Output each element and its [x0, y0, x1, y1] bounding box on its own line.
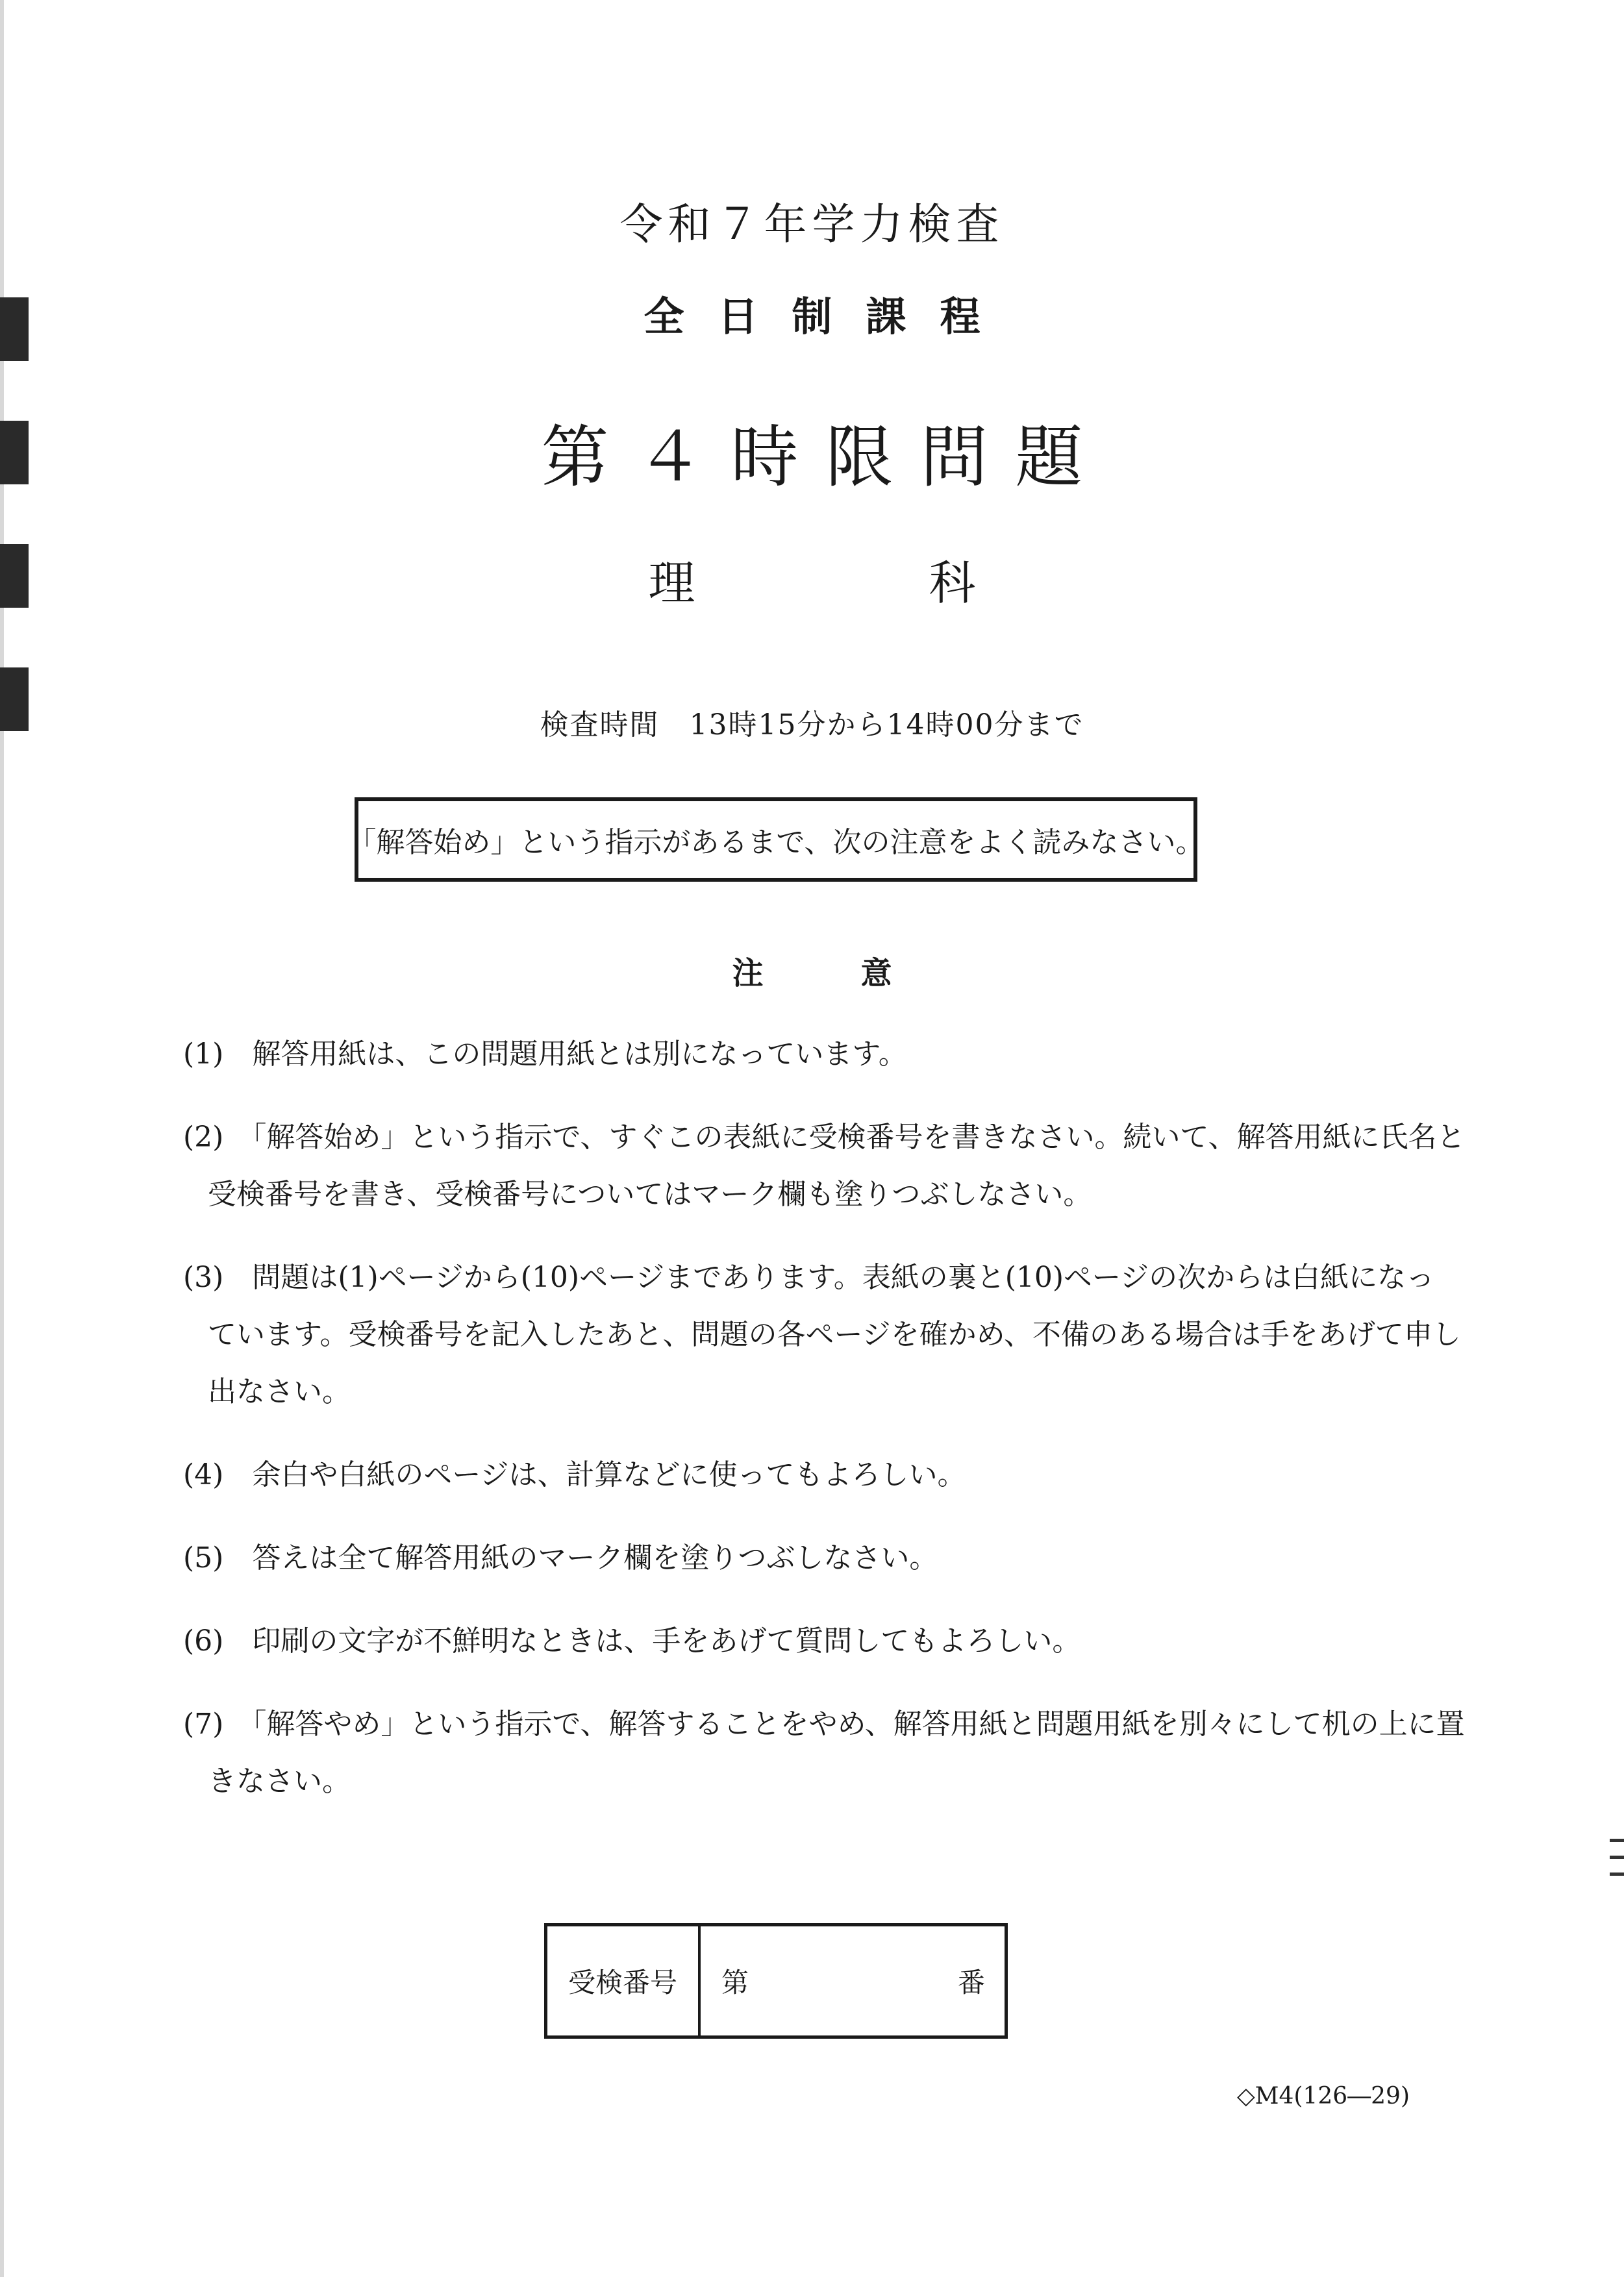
note-line: (3) 問題は(1)ページから(10)ページまであります。表紙の裏と(10)ページの次からは白紙になっ	[183, 1261, 1435, 1294]
note-item-4	[183, 1447, 1417, 1504]
course-title: 全日制課程	[643, 293, 1014, 340]
exam-number-suffix: 番	[957, 1967, 985, 1998]
note-line: (2) 「解答始め」という指示で、すぐこの表紙に受検番号を書きなさい。続いて、解答用紙に氏名と	[183, 1121, 1466, 1154]
instruction-box	[347, 797, 1205, 882]
exam-time: 検査時間 13時15分から14時00分まで	[540, 708, 1084, 741]
note-line: (7) 「解答やめ」という指示で、解答することをやめ、解答用紙と問題用紙を別々にして机の上に置	[183, 1708, 1465, 1741]
notes-heading: 注意	[732, 955, 990, 991]
exam-year-title: 令和７年学力検査	[619, 199, 1005, 249]
note-item-5	[183, 1530, 1417, 1587]
exam-number-box	[544, 1923, 1008, 2039]
period-title: 第４時限問題	[541, 417, 1110, 497]
note-line: (6) 印刷の文字が不鮮明なときは、手をあげて質問してもよろしい。	[183, 1624, 1081, 1658]
exam-number-field[interactable]	[701, 1926, 1005, 2035]
note-line: きなさい。	[208, 1765, 351, 1798]
exam-number-prefix: 第	[721, 1967, 749, 1998]
note-line: 出なさい。	[208, 1375, 351, 1408]
right-edge-tick	[1610, 1856, 1624, 1859]
page-code: ◇M4(126―29)	[1236, 2083, 1410, 2109]
exam-number-label: 受検番号	[547, 1926, 701, 2035]
notes-list	[183, 1026, 1466, 1836]
subject-title: 理科	[648, 556, 1210, 610]
instruction-text: 「解答始め」という指示があるまで、次の注意をよく読みなさい。	[347, 826, 1205, 859]
note-item-2	[183, 1109, 1466, 1223]
right-edge-tick	[1610, 1839, 1624, 1842]
right-edge-tick	[1610, 1873, 1624, 1876]
note-item-6	[183, 1613, 1417, 1670]
note-line: 受検番号を書き、受検番号についてはマーク欄も塗りつぶしなさい。	[208, 1178, 1092, 1211]
note-item-7	[183, 1696, 1465, 1810]
note-line: (4) 余白や白紙のページは、計算などに使ってもよろしい。	[183, 1458, 966, 1491]
note-line: (1) 解答用紙は、この問題用紙とは別になっています。	[183, 1038, 907, 1071]
note-item-3	[183, 1249, 1461, 1421]
note-line: (5) 答えは全て解答用紙のマーク欄を塗りつぶしなさい。	[183, 1541, 938, 1574]
note-item-1	[183, 1026, 1417, 1083]
note-line: ています。受検番号を記入したあと、問題の各ページを確かめ、不備のある場合は手をあげて申し	[208, 1318, 1461, 1351]
